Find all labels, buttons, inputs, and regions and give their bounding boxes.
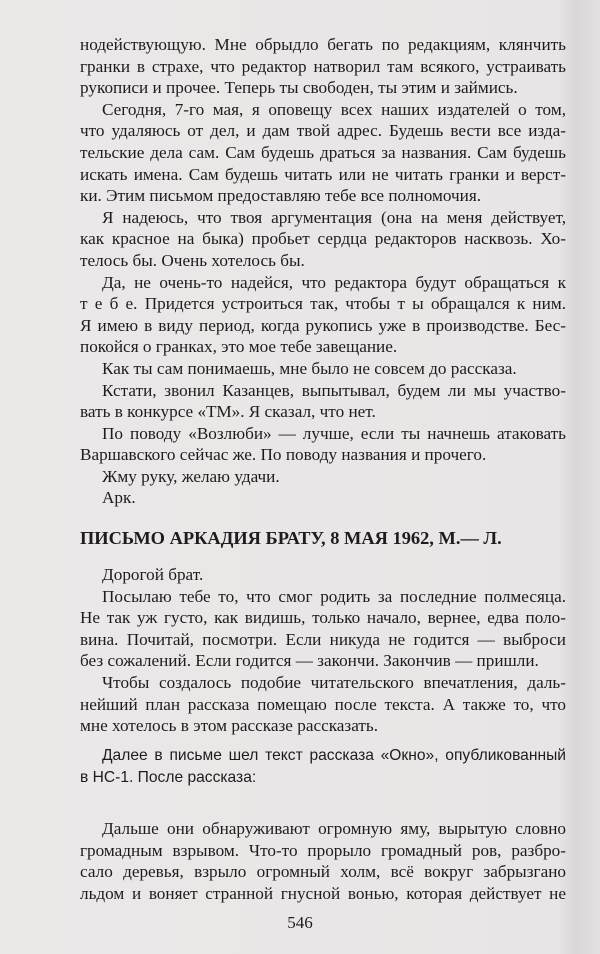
text-line: Жму руку, желаю удачи.	[102, 466, 280, 486]
letter-may-8	[80, 564, 566, 737]
text-line: как красное на быка) пробьет сердца редакторов насквозь. Хо-	[80, 229, 566, 249]
paragraph	[80, 380, 566, 423]
text-line: Дорогой брат.	[102, 565, 204, 584]
paragraph	[80, 99, 566, 207]
text-line: Как ты сам понимаешь, мне было не совсем до рассказа.	[102, 358, 517, 378]
paragraph	[80, 672, 566, 737]
text-line: без сожалений. Если годится — закончи. Закончив — пришли.	[80, 651, 539, 671]
paragraph	[80, 272, 566, 358]
text-line: мне хотелось в этом рассказе рассказать.	[80, 716, 379, 736]
text-line: Я имею в виду период, когда рукопись уже в производстве. Бес-	[80, 315, 566, 335]
text-line: Варшавского сейчас же. По поводу названия и прочего.	[80, 445, 487, 465]
text-line: т е б е. Придется устроиться так, чтобы т ы обращался к ним.	[80, 294, 566, 314]
text-line: Посылаю тебе то, что смог родить за последние полмесяца.	[102, 586, 566, 606]
text-line: Кстати, звонил Казанцев, выпытывал, будем ли мы участво-	[102, 380, 566, 400]
editorial-note	[80, 745, 566, 788]
text-line: тельские дела сам. Сам будешь драться за названия. Сам будешь	[80, 142, 566, 162]
text-line: Чтобы создалось подобие читательского впечатления, даль-	[102, 672, 566, 692]
paragraph	[80, 586, 566, 672]
letter-continuation	[80, 34, 566, 509]
text-line: телось бы. Очень хотелось бы.	[80, 250, 305, 270]
paragraph	[80, 745, 566, 788]
paragraph	[80, 487, 566, 509]
text-line: Не так уж густо, как видишь, только начало, вернее, едва поло-	[80, 608, 566, 628]
paragraph	[80, 564, 566, 586]
text-line: Далее в письме шел текст рассказа «Окно», опубликованный	[102, 747, 566, 764]
text-line: покойся о гранках, это мое тебе завещание.	[80, 337, 398, 357]
text-line: Дальше они обнаруживают огромную яму, вырытую словно	[102, 819, 566, 838]
paragraph	[80, 207, 566, 272]
text-line: громадным взрывом. Что-то прорыло громадный ров, разбро-	[80, 840, 566, 860]
text-line: Сегодня, 7-го мая, я оповещу всех наших издателей о том,	[102, 99, 566, 119]
text-line: Да, не очень-то надейся, что редактора будут обращаться к	[102, 272, 566, 292]
page-number: 546	[287, 913, 313, 932]
paragraph	[80, 423, 566, 466]
paragraph	[80, 34, 566, 99]
paragraph	[80, 358, 566, 380]
text-line: в НС-1. После рассказа:	[80, 768, 257, 786]
text-line: рукописи и прочее. Теперь ты свободен, ты этим и займись.	[80, 78, 518, 98]
story-plan-text	[80, 818, 566, 904]
text-line: нодействующую. Мне обрыдло бегать по редакциям, клянчить	[80, 35, 566, 54]
section-heading: ПИСЬМО АРКАДИЯ БРАТУ, 8 МАЯ 1962, М.— Л.	[80, 528, 502, 548]
text-line: Я надеюсь, что твоя аргументация (она на меня действует,	[102, 207, 566, 227]
text-line: сало деревья, взрыло огромный холм, всё вокруг забрызгано	[80, 862, 566, 882]
text-line: нейший план рассказа помещаю после текста. А также то, что	[80, 694, 566, 714]
text-line: что удаляюсь от дел, и дам твой адрес. Будешь вести все изда-	[80, 121, 566, 141]
text-line: вать в конкурсе «ТМ». Я сказал, что нет.	[80, 402, 376, 422]
text-line: искать имена. Сам будешь читать или не читать гранки и верст-	[80, 164, 566, 184]
text-line: ки. Этим письмом предоставляю тебе все полномочия.	[80, 186, 482, 206]
text-line: гранки в страхе, что редактор натворил там всякого, устраивать	[80, 56, 566, 76]
paragraph	[80, 818, 566, 904]
text-line: льдом и воняет странной гнусной вонью, которая действует не	[80, 883, 566, 903]
text-line: вина. Почитай, посмотри. Если никуда не годится — выброси	[80, 629, 566, 649]
text-line: Арк.	[102, 488, 136, 508]
paragraph	[80, 466, 566, 488]
text-line: По поводу «Возлюби» — лучше, если ты начнешь атаковать	[102, 423, 566, 443]
